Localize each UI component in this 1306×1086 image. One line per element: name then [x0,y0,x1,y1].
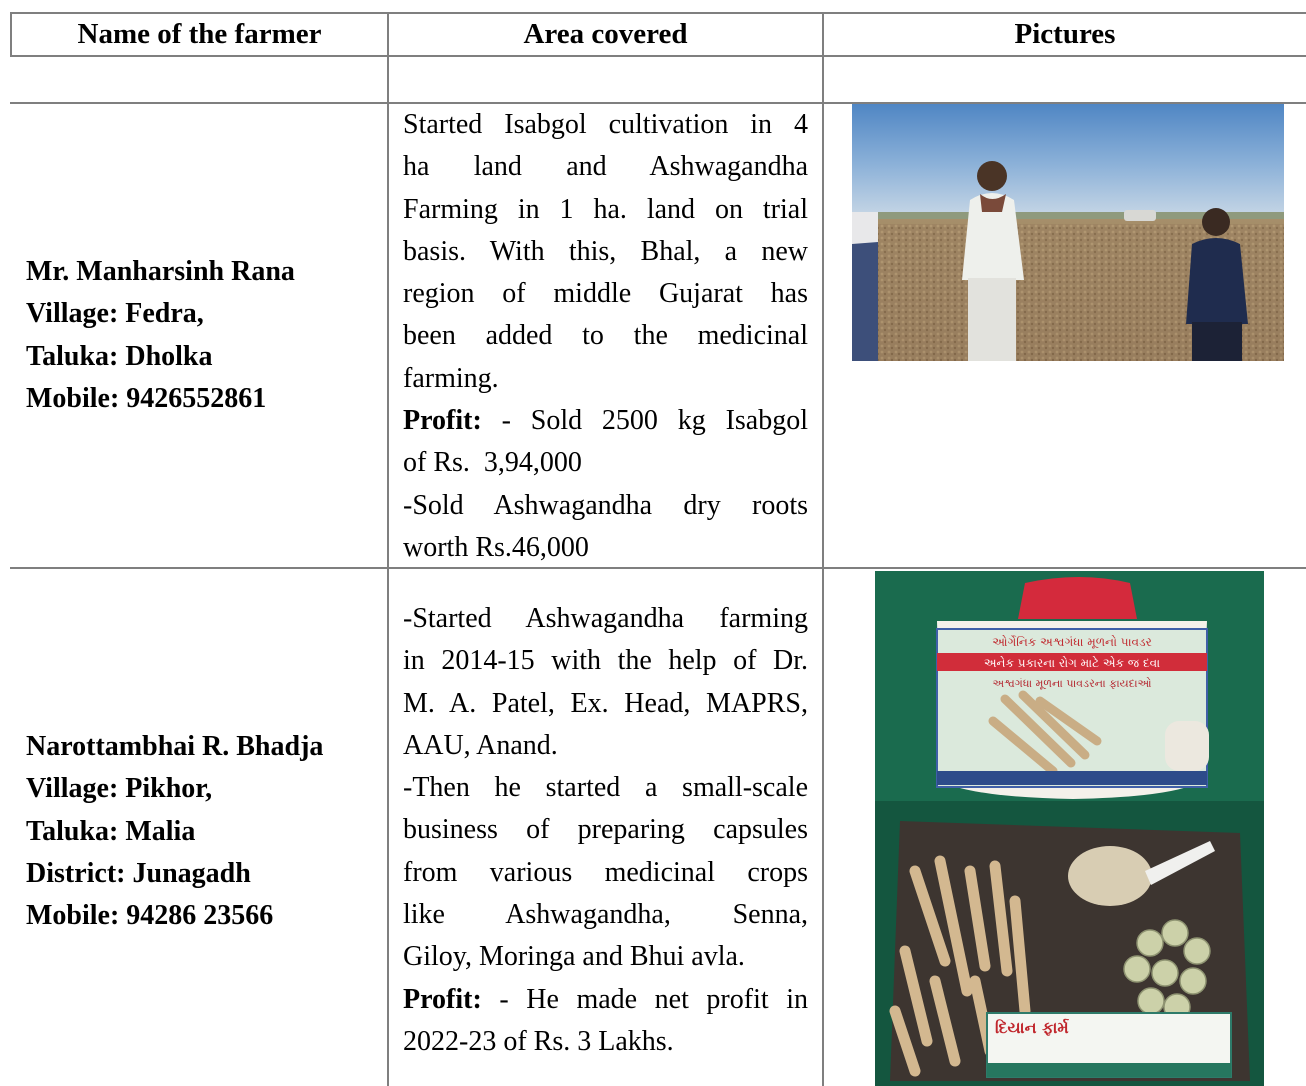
farmer-mobile: Mobile: 94286 23566 [26,900,274,932]
photo-farmers-in-field [852,104,1284,361]
area-text-line: 2022-23 of Rs. 3 Lakhs. [403,1025,674,1057]
field-photo-illustration [852,104,1284,361]
profit-line [403,400,808,442]
profit-text: - Sold 2500 kg Isabgol [481,405,808,437]
area-text-line: from various medicinal crops [403,856,808,888]
area-text-line: Giloy, Moringa and Bhui avla. [403,941,745,973]
area-text-line: Farming in 1 ha. land on trial [403,193,808,225]
area-covered-1 [403,104,808,569]
area-text-line: M. A. Patel, Ex. Head, MAPRS, [403,687,808,719]
farmer-taluka: Taluka: Dholka [26,340,213,372]
area-text-line: in 2014-15 with the help of Dr. [403,645,808,677]
area-covered-2 [403,598,808,1063]
box-brand-label: દિયાન ફાર્મ [995,1018,1069,1037]
farmer-details-2 [26,726,323,937]
farmer-name: Narottambhai R. Bhadja [26,731,324,762]
jar-label-line3: અશ્વગંધા મૂળના પાવડરના ફાયદાઓ [992,677,1152,690]
column-divider-2 [822,12,824,1086]
area-text-line: -Started Ashwagandha farming [403,603,808,634]
area-text-line: AAU, Anand. [403,729,558,761]
products-photo-illustration [875,571,1264,1086]
farmer-mobile: Mobile: 9426552861 [26,382,267,414]
header-bottom-border [10,55,1306,57]
header-area-covered: Area covered [523,18,688,50]
area-text-line: Started Isabgol cultivation in 4 [403,109,808,140]
area-text-line: -Sold Ashwagandha dry roots [403,489,808,521]
jar-label-line1: ઓર્ગેનિક અશ્વગંધા મૂળનો પાવડર [992,635,1152,649]
photo-ashwagandha-products [875,571,1264,1086]
area-text-line: of Rs. 3,94,000 [403,447,582,479]
area-text-line: farming. [403,362,499,394]
profit-label: Profit: [403,983,482,1015]
profit-line [403,979,808,1021]
farmer-district: District: Junagadh [26,857,251,889]
area-text-line: business of preparing capsules [403,814,808,846]
area-text-line: ha land and Ashwagandha [403,151,808,183]
area-text-line: worth Rs.46,000 [403,531,589,563]
column-divider-1 [387,12,389,1086]
farmer-taluka: Taluka: Malia [26,815,196,847]
area-text-line: basis. With this, Bhal, a new [403,235,808,267]
farmer-name: Mr. Manharsinh Rana [26,256,295,287]
header-pictures: Pictures [1014,18,1116,50]
header-farmer-name: Name of the farmer [77,18,322,50]
farmer-details-1 [26,251,295,420]
profit-label: Profit: [403,405,482,437]
farmer-village: Village: Pikhor, [26,773,213,805]
profit-text: - He made net profit in [481,983,808,1015]
area-text-line: -Then he started a small-scale [403,772,808,804]
area-text-line: like Ashwagandha, Senna, [403,899,808,931]
jar-label-line2: અનેક પ્રકારના રોગ માટે એક જ દવા [983,656,1161,670]
farmer-village: Village: Fedra, [26,298,204,330]
area-text-line: been added to the medicinal [403,320,808,352]
area-text-line: region of middle Gujarat has [403,278,808,310]
